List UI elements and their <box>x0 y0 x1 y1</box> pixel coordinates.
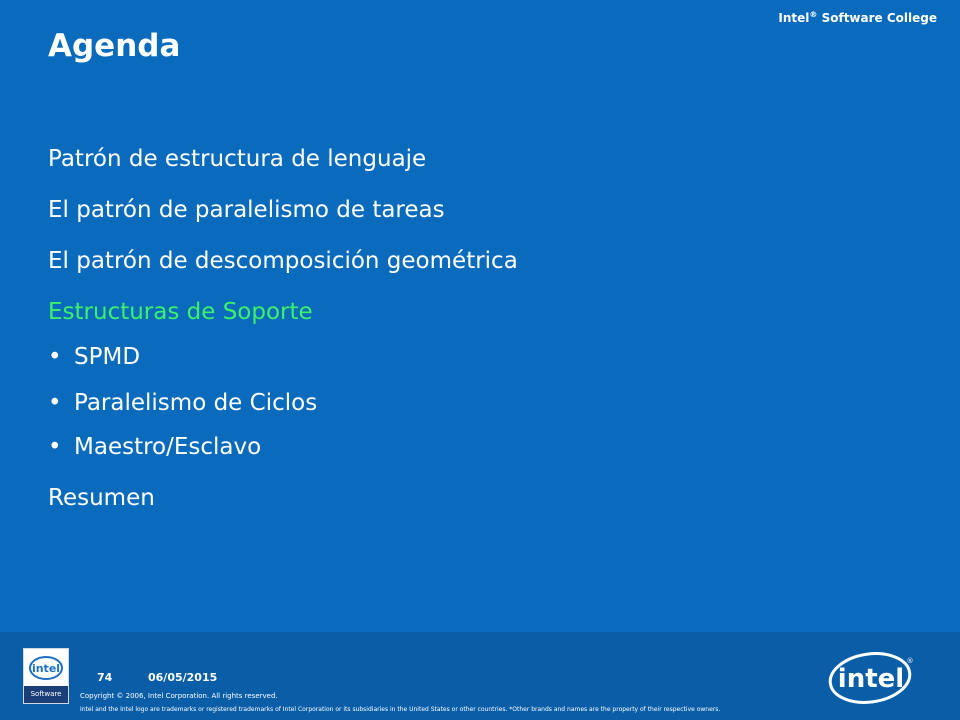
agenda-item-text: Paralelismo de Ciclos <box>74 390 318 416</box>
agenda-item <box>48 344 140 370</box>
agenda-item-text: Patrón de estructura de lenguaje <box>48 146 427 172</box>
agenda-item-text: Resumen <box>48 485 155 511</box>
badge-logo-text: intel <box>31 662 61 675</box>
intel-logo-icon <box>826 647 918 707</box>
bullet-marker: • <box>48 344 62 370</box>
brand-suffix: Software College <box>817 11 937 25</box>
trademark-text: Intel and the Intel logo are trademarks or registered trademarks of Intel Corporation or its subsidiaries in the United States or other countries. *Other brands and names are the property of their respective owners. <box>80 706 721 713</box>
agenda-item <box>48 299 313 325</box>
agenda-item <box>48 485 155 511</box>
bullet-marker: • <box>48 434 62 460</box>
software-label: Software <box>24 686 68 703</box>
bullet-marker: • <box>48 390 62 416</box>
page-number: 74 <box>97 671 113 684</box>
intel-logo-reg: ® <box>906 657 914 665</box>
copyright-text: Copyright © 2006, Intel Corporation. All rights reserved. <box>80 692 278 700</box>
intel-badge-icon <box>27 652 65 684</box>
brand-label <box>778 11 937 25</box>
brand-prefix: Intel <box>778 11 810 25</box>
slide-title: Agenda <box>48 28 181 64</box>
agenda-item-text: SPMD <box>74 344 141 370</box>
brand-reg-mark: ® <box>809 10 818 19</box>
slide-date: 06/05/2015 <box>148 671 218 684</box>
agenda-item-text: Maestro/Esclavo <box>74 434 262 460</box>
intel-software-badge <box>23 648 69 704</box>
agenda-item-text: Estructuras de Soporte <box>48 299 313 325</box>
agenda-item <box>48 248 518 274</box>
agenda-item <box>48 434 261 460</box>
intel-logo-text: intel <box>837 664 905 694</box>
agenda-item <box>48 197 445 223</box>
agenda-item-text: El patrón de paralelismo de tareas <box>48 197 445 223</box>
agenda-item <box>48 390 317 416</box>
agenda-item-text: El patrón de descomposición geométrica <box>48 248 518 274</box>
agenda-item <box>48 146 426 172</box>
